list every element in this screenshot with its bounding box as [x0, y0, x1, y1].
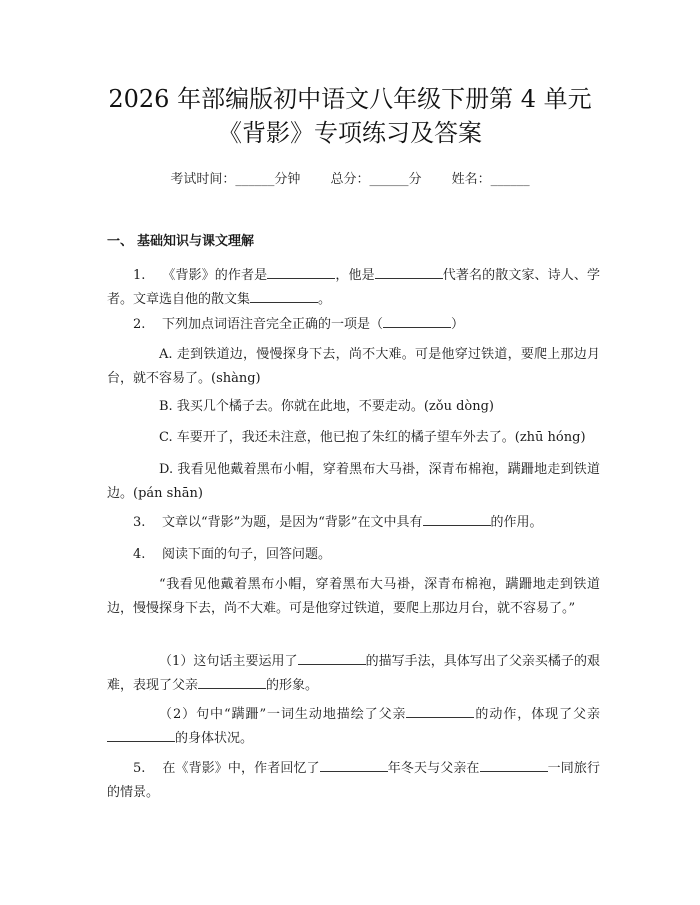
- question-5-text-a: 在《背影》中，作者回忆了: [162, 761, 320, 776]
- question-5: [107, 757, 600, 805]
- answer-blank[interactable]: [383, 313, 451, 328]
- sub-1-text-c: 的形象。: [266, 678, 319, 693]
- option-b: B. 我买几个橘子去。你就在此地，不要走动。(zǒu dòng): [159, 399, 494, 414]
- question-1: [107, 264, 600, 312]
- question-3-text-a: 文章以“背影”为题，是因为“背影”在文中具有: [161, 515, 423, 530]
- question-5-text-c: 一同旅行的情景。: [107, 761, 600, 800]
- sub-1-text-a: （1）这句话主要运用了: [159, 654, 298, 669]
- sub-2-text-a: （2）句中“蹒跚”一词生动地描绘了父亲: [159, 707, 407, 722]
- question-1-text-b: ，他是: [335, 268, 375, 283]
- student-name: 姓名：______: [451, 172, 530, 187]
- section-heading: [107, 230, 254, 249]
- question-1-text-d: 。: [318, 292, 332, 307]
- sub-2-text-c: 的身体状况。: [175, 731, 254, 746]
- answer-blank[interactable]: [423, 511, 491, 526]
- question-2-end: ）: [450, 317, 464, 332]
- answer-blank[interactable]: [198, 674, 266, 689]
- question-2-text: 下列加点词语注音完全正确的一项是（: [161, 317, 383, 332]
- document-title-line1: 2026 年部编版初中语文八年级下册第 4 单元: [108, 85, 592, 113]
- answer-blank[interactable]: [320, 757, 388, 772]
- answer-blank[interactable]: [406, 703, 474, 718]
- question-4: [107, 543, 600, 567]
- question-2-number: 2.: [133, 317, 146, 332]
- section-title: 基础知识与课文理解: [137, 234, 255, 249]
- question-1-text-a: 《背影》的作者是: [162, 268, 268, 283]
- answer-blank[interactable]: [375, 264, 443, 279]
- question-1-number: 1.: [133, 268, 146, 283]
- answer-blank[interactable]: [107, 727, 175, 742]
- exam-time: 考试时间：______分钟: [170, 172, 301, 187]
- document-title-line2: 《背影》专项练习及答案: [218, 119, 482, 147]
- question-5-text-b: 年冬天与父亲在: [387, 761, 480, 776]
- question-4-number: 4.: [133, 547, 146, 562]
- question-4-text: 阅读下面的句子，回答问题。: [161, 547, 331, 562]
- question-5-number: 5.: [133, 761, 146, 776]
- question-4-quote: “我看见他戴着黑布小帽，穿着黑布大马褂，深青布棉袍，蹒跚地走到铁道边，慢慢探身下去，尚不大难。可是他穿过铁道，要爬上那边月台，就不容易了。”: [107, 577, 600, 616]
- question-4-sub-1: [107, 650, 600, 698]
- section-number: 一、: [107, 234, 134, 249]
- answer-blank[interactable]: [480, 757, 548, 772]
- question-2: [107, 313, 600, 337]
- option-a: A. 走到铁道边，慢慢探身下去，尚不大难。可是他穿过铁道，要爬上那边月台，就不容易了。(shàng): [107, 347, 600, 386]
- question-4-sub-2: [107, 703, 600, 751]
- sub-2-text-b: 的动作，体现了父亲: [474, 707, 600, 722]
- exam-meta: [0, 168, 700, 187]
- question-1-text-c: 代著名的散文家、诗人、学者。文章选自他的散文集: [107, 268, 600, 307]
- total-score: 总分：______分: [330, 172, 422, 187]
- option-d: D. 我看见他戴着黑布小帽，穿着黑布大马褂，深青布棉袍，蹒跚地走到铁道边。(pán shān): [107, 462, 600, 501]
- answer-blank[interactable]: [298, 650, 366, 665]
- question-3-text-b: 的作用。: [490, 515, 543, 530]
- answer-blank[interactable]: [267, 264, 335, 279]
- option-c: C. 车要开了，我还未注意，他已抱了朱红的橘子望车外去了。(zhū hóng): [159, 430, 586, 445]
- answer-blank[interactable]: [250, 288, 318, 303]
- question-3: [107, 511, 600, 535]
- question-3-number: 3.: [133, 515, 146, 530]
- sub-1-text-b: 的描写手法，具体写出了父亲买橘子的艰难，表现了父亲: [107, 654, 600, 693]
